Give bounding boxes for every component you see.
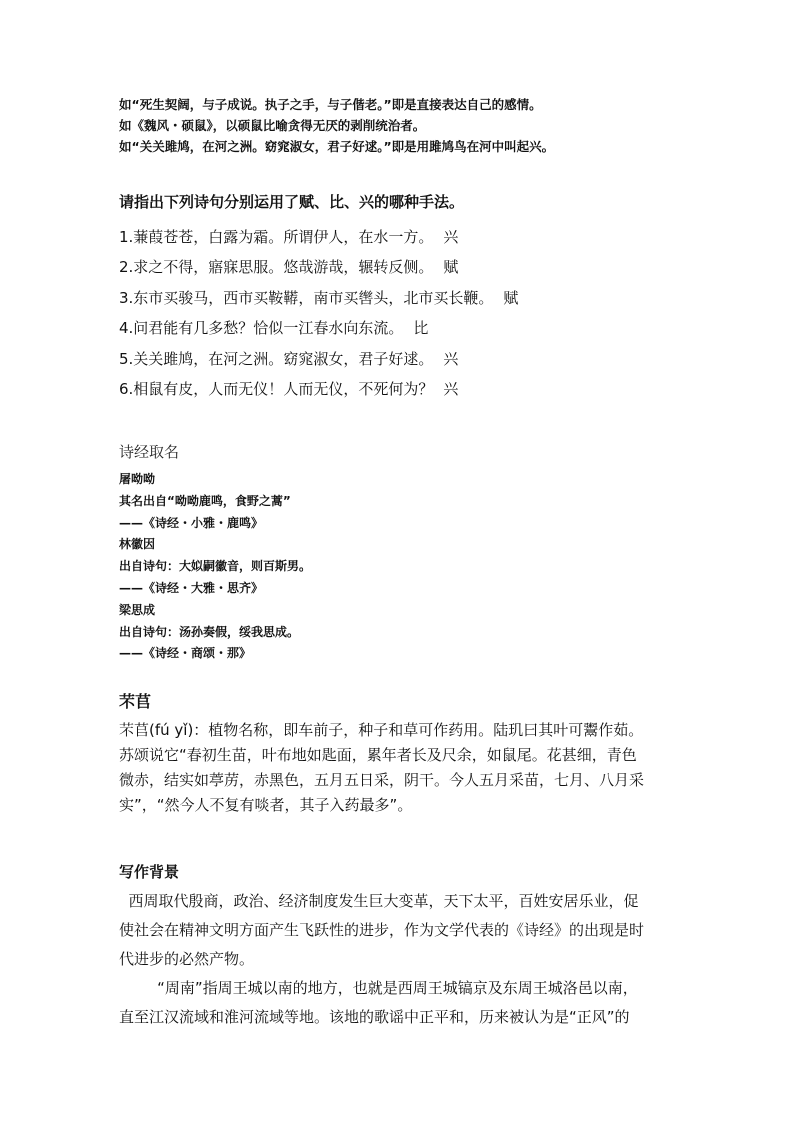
question-answer: 兴 — [443, 349, 459, 368]
names-section — [119, 469, 311, 665]
question-text: 6.相鼠有皮，人而无仪！人而无仪，不死何为？ — [119, 380, 434, 399]
background-line: 使社会在精神文明方面产生飞跃性的进步，作为文学代表的《诗经》的出现是时 — [119, 921, 645, 939]
question-text: 5.关关雎鸠，在河之洲。窈窕淑女，君子好逑。 — [119, 349, 434, 368]
plant-line: 苏颂说它“春初生苗，叶布地如匙面，累年者长及尺余，如鼠尾。花甚细，青色 — [119, 746, 637, 764]
intro-line: 如“死生契阔，与子成说。执子之手，与子偕老。”即是直接表达自己的感情。 — [119, 97, 542, 112]
name-source: 其名出自“呦呦鹿鸣，食野之蒿” — [119, 493, 291, 508]
question-answer: 兴 — [443, 380, 459, 399]
question-item — [119, 313, 518, 343]
question-heading: 请指出下列诗句分别运用了赋、比、兴的哪种手法。 — [119, 193, 465, 211]
background-line: 直至江汉流域和淮河流域等地。该地的歌谣中正平和，历来被认为是“正风”的 — [119, 1008, 630, 1026]
name-source: 出自诗句：大姒嗣徽音，则百斯男。 — [119, 559, 312, 574]
intro-line: 如《魏风・硕鼠》，以硕鼠比喻贪得无厌的剥削统治者。 — [119, 118, 426, 133]
background-line: 西周取代殷商，政治、经济制度发生巨大变革，天下太平，百姓安居乐业，促 — [119, 892, 639, 910]
question-list — [119, 222, 518, 404]
question-item — [119, 252, 518, 282]
person-name: 林徽因 — [119, 537, 156, 552]
name-source: 出自诗句：汤孙奏假，绥我思成。 — [119, 624, 300, 639]
name-citation: ——《诗经・商颂・那》 — [119, 646, 252, 661]
plant-paragraph — [119, 718, 679, 818]
background-paragraph — [119, 887, 644, 974]
plant-line: 微赤，结实如葶苈，赤黑色，五月五日采，阴干。今人五月采苗，七月、八月采 — [119, 771, 645, 789]
person-name: 梁思成 — [119, 602, 156, 617]
question-answer: 兴 — [443, 228, 459, 246]
question-answer: 赋 — [443, 258, 459, 277]
background-heading: 写作背景 — [119, 863, 180, 881]
question-item — [119, 344, 518, 374]
question-answer: 赋 — [503, 288, 519, 307]
question-answer: 比 — [413, 319, 429, 338]
question-text: 4.问君能有几多愁？恰似一江春水向东流。 — [119, 319, 404, 338]
plant-line: 实”，“然今人不复有啖者，其子入药最多”。 — [119, 796, 413, 814]
background-line: “周南”指周王城以南的地方，也就是西周王城镐京及东周王城洛邑以南， — [119, 979, 638, 997]
name-citation: ——《诗经・大雅・思齐》 — [119, 580, 264, 595]
question-item — [119, 374, 518, 404]
intro-line: 如“关关雎鸠，在河之洲。窈窕淑女，君子好逑。”即是用雎鸠鸟在河中叫起兴。 — [119, 139, 555, 154]
question-text: 2.求之不得，寤寐思服。悠哉游哉，辗转反侧。 — [119, 258, 434, 277]
names-heading: 诗经取名 — [119, 443, 180, 461]
question-text: 1.蒹葭苍苍，白露为霜。所谓伊人，在水一方。 — [119, 228, 434, 246]
person-name: 屠呦呦 — [119, 472, 156, 486]
question-text: 3.东市买骏马，西市买鞍鞯，南市买辔头，北市买长鞭。 — [119, 288, 494, 307]
intro-examples — [119, 94, 719, 157]
name-citation: ——《诗经・小雅・鹿鸣》 — [119, 515, 264, 530]
background-paragraph — [119, 974, 638, 1032]
plant-line: 芣苢(fú yǐ)：植物名称，即车前子，种子和草可作药用。陆玑曰其叶可鬻作茹。 — [119, 721, 644, 739]
plant-heading: 芣苢 — [119, 692, 152, 711]
background-line: 代进步的必然产物。 — [119, 950, 255, 968]
question-item — [119, 283, 518, 313]
question-item — [119, 222, 518, 252]
